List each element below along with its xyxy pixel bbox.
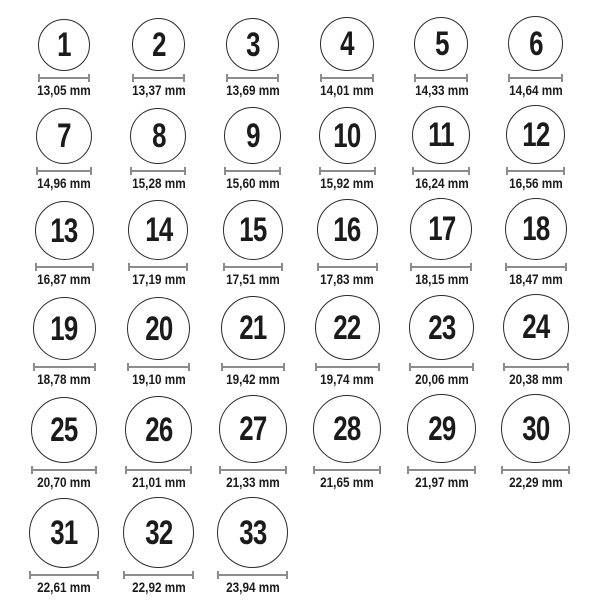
ring-size-circle — [35, 201, 94, 260]
diameter-label: 21,65 mm — [320, 474, 374, 490]
ring-size-circle — [130, 108, 186, 164]
ring-size-cell — [206, 200, 300, 286]
diameter-label: 22,61 mm — [37, 579, 91, 595]
ring-size-cell — [206, 296, 300, 386]
diameter-label: 17,51 mm — [226, 271, 280, 287]
ring-size-circle — [219, 395, 287, 463]
ring-size-cell — [17, 19, 111, 97]
ring-size-number: 21 — [239, 309, 267, 347]
diameter-measure-line — [226, 74, 279, 82]
ring-size-number: 18 — [522, 210, 550, 248]
diameter-label: 19,42 mm — [226, 371, 280, 387]
ring-size-circle — [33, 297, 96, 360]
diameter-label: 14,64 mm — [508, 82, 563, 98]
ring-size-circle — [410, 198, 472, 260]
diameter-label: 15,60 mm — [226, 175, 280, 191]
ring-size-number: 24 — [522, 308, 550, 346]
ring-size-cell — [300, 295, 394, 386]
ring-size-cell — [394, 394, 488, 489]
ring-size-number: 31 — [50, 514, 78, 552]
ring-size-cell — [111, 297, 205, 386]
diameter-label: 22,92 mm — [131, 579, 186, 595]
ring-size-number: 15 — [239, 211, 267, 249]
diameter-measure-line — [414, 74, 468, 82]
ring-size-number: 32 — [144, 513, 173, 552]
diameter-label: 17,83 mm — [320, 271, 374, 287]
diameter-label: 18,78 mm — [37, 371, 91, 387]
ring-size-circle — [319, 107, 376, 164]
ring-size-circle — [127, 297, 190, 360]
ring-size-number: 4 — [340, 25, 354, 63]
ring-size-circle — [508, 16, 563, 71]
diameter-measure-line — [409, 363, 474, 371]
diameter-label: 20,38 mm — [508, 371, 563, 387]
ring-size-number: 3 — [245, 25, 260, 64]
ring-size-row — [17, 497, 583, 594]
ring-size-circle — [223, 200, 283, 260]
diameter-measure-line — [315, 363, 380, 371]
ring-size-circle — [412, 106, 470, 164]
diameter-label: 23,94 mm — [226, 579, 280, 595]
ring-size-row — [17, 294, 583, 386]
ring-size-number: 27 — [239, 410, 267, 448]
ring-size-circle — [315, 295, 380, 360]
ring-size-cell — [300, 107, 394, 190]
diameter-measure-line — [313, 466, 381, 474]
diameter-measure-line — [501, 466, 570, 474]
ring-size-cell — [300, 395, 394, 489]
diameter-measure-line — [125, 466, 192, 474]
ring-size-cell — [206, 395, 300, 489]
ring-size-cell — [111, 18, 205, 97]
ring-size-cell — [17, 498, 111, 594]
ring-size-number: 26 — [144, 410, 173, 449]
diameter-label: 19,74 mm — [320, 371, 374, 387]
ring-size-circle — [320, 17, 374, 71]
diameter-label: 13,69 mm — [226, 82, 280, 98]
ring-size-circle — [36, 108, 92, 164]
diameter-measure-line — [36, 167, 92, 175]
diameter-label: 20,06 mm — [414, 371, 469, 387]
ring-size-cell — [394, 17, 488, 97]
diameter-measure-line — [224, 167, 281, 175]
diameter-measure-line — [38, 74, 90, 82]
diameter-measure-line — [506, 167, 565, 175]
ring-size-circle — [501, 394, 570, 463]
diameter-measure-line — [505, 263, 567, 271]
ring-size-cell — [300, 17, 394, 97]
diameter-label: 16,24 mm — [414, 175, 469, 191]
diameter-measure-line — [128, 263, 188, 271]
diameter-measure-line — [33, 363, 96, 371]
ring-size-number: 7 — [57, 117, 71, 155]
ring-size-circle — [224, 107, 281, 164]
diameter-label: 18,47 mm — [508, 271, 563, 287]
diameter-measure-line — [319, 167, 376, 175]
ring-size-number: 33 — [239, 513, 267, 552]
diameter-label: 15,92 mm — [320, 175, 374, 191]
diameter-measure-line — [35, 263, 94, 271]
ring-size-circle — [217, 497, 288, 568]
diameter-measure-line — [123, 571, 194, 579]
ring-size-circle — [123, 497, 194, 568]
diameter-measure-line — [223, 263, 283, 271]
diameter-measure-line — [31, 466, 97, 474]
ring-size-cell — [206, 497, 300, 594]
diameter-measure-line — [127, 363, 190, 371]
ring-size-number: 11 — [428, 116, 455, 154]
diameter-label: 22,29 mm — [508, 474, 563, 490]
diameter-label: 14,96 mm — [37, 175, 91, 191]
ring-size-row — [17, 198, 583, 286]
ring-size-number: 22 — [333, 308, 361, 347]
diameter-measure-line — [410, 263, 472, 271]
diameter-measure-line — [320, 74, 374, 82]
ring-size-circle — [414, 17, 468, 71]
diameter-label: 15,28 mm — [131, 175, 186, 191]
ring-size-cell — [394, 295, 488, 386]
ring-size-row — [17, 394, 583, 489]
ring-size-cell — [17, 108, 111, 190]
ring-size-cell — [17, 201, 111, 286]
ring-size-cell — [17, 297, 111, 386]
diameter-measure-line — [132, 74, 185, 82]
diameter-label: 13,05 mm — [37, 82, 91, 98]
ring-size-number: 12 — [522, 115, 550, 154]
ring-size-row — [17, 105, 583, 190]
ring-size-cell — [111, 497, 205, 594]
diameter-measure-line — [130, 167, 186, 175]
ring-size-row — [17, 16, 583, 97]
ring-size-number: 6 — [528, 24, 543, 63]
ring-size-circle — [407, 394, 476, 463]
diameter-measure-line — [217, 571, 288, 579]
ring-size-number: 5 — [434, 25, 449, 63]
diameter-label: 16,56 mm — [508, 175, 563, 191]
ring-size-cell — [394, 106, 488, 190]
ring-size-cell — [111, 108, 205, 190]
ring-size-cell — [206, 18, 300, 97]
ring-size-number: 30 — [522, 409, 550, 448]
ring-size-number: 14 — [144, 211, 173, 249]
ring-size-circle — [125, 396, 192, 463]
ring-size-circle — [317, 199, 378, 260]
diameter-label: 17,19 mm — [131, 271, 186, 287]
ring-size-number: 13 — [50, 211, 78, 250]
ring-size-circle — [226, 18, 279, 71]
ring-size-circle — [38, 19, 90, 71]
ring-size-circle — [128, 200, 188, 260]
ring-size-cell — [489, 198, 583, 286]
ring-size-number: 16 — [333, 210, 361, 249]
ring-size-number: 8 — [151, 117, 166, 155]
diameter-measure-line — [412, 167, 470, 175]
ring-size-cell — [394, 198, 488, 286]
ring-size-circle — [505, 198, 567, 260]
diameter-measure-line — [407, 466, 476, 474]
ring-size-cell — [489, 16, 583, 97]
ring-size-circle — [221, 296, 285, 360]
diameter-label: 21,33 mm — [226, 474, 280, 490]
ring-size-number: 20 — [144, 309, 173, 348]
ring-size-cell — [489, 105, 583, 190]
diameter-measure-line — [503, 363, 569, 371]
diameter-label: 13,37 mm — [131, 82, 186, 98]
ring-size-number: 9 — [245, 116, 260, 155]
diameter-label: 18,15 mm — [414, 271, 469, 287]
diameter-measure-line — [317, 263, 378, 271]
ring-size-circle — [503, 294, 569, 360]
ring-size-number: 2 — [151, 25, 166, 64]
ring-size-circle — [506, 105, 565, 164]
ring-size-circle — [409, 295, 474, 360]
ring-size-number: 25 — [50, 411, 78, 449]
diameter-label: 21,97 mm — [414, 474, 469, 490]
diameter-label: 20,70 mm — [37, 474, 91, 490]
ring-size-cell — [111, 396, 205, 489]
diameter-measure-line — [29, 571, 99, 579]
ring-size-cell — [206, 107, 300, 190]
ring-size-number: 29 — [427, 409, 456, 448]
ring-size-number: 23 — [427, 308, 456, 347]
diameter-measure-line — [219, 466, 287, 474]
ring-size-circle — [313, 395, 381, 463]
ring-size-number: 19 — [50, 309, 78, 348]
ring-size-number: 28 — [333, 410, 361, 448]
diameter-label: 19,10 mm — [131, 371, 186, 387]
ring-size-cell — [300, 199, 394, 286]
ring-size-circle — [31, 397, 97, 463]
ring-size-number: 10 — [333, 116, 361, 155]
ring-size-cell — [111, 200, 205, 286]
diameter-label: 14,01 mm — [320, 82, 374, 98]
ring-size-cell — [489, 394, 583, 489]
diameter-label: 14,33 mm — [414, 82, 469, 98]
ring-size-number: 17 — [427, 210, 456, 248]
ring-size-circle — [132, 18, 185, 71]
ring-size-cell — [17, 397, 111, 489]
diameter-label: 21,01 mm — [131, 474, 186, 490]
diameter-measure-line — [221, 363, 285, 371]
diameter-label: 16,87 mm — [37, 271, 91, 287]
ring-size-circle — [29, 498, 99, 568]
ring-size-number: 1 — [57, 26, 71, 64]
ring-size-cell — [489, 294, 583, 386]
diameter-measure-line — [508, 74, 563, 82]
